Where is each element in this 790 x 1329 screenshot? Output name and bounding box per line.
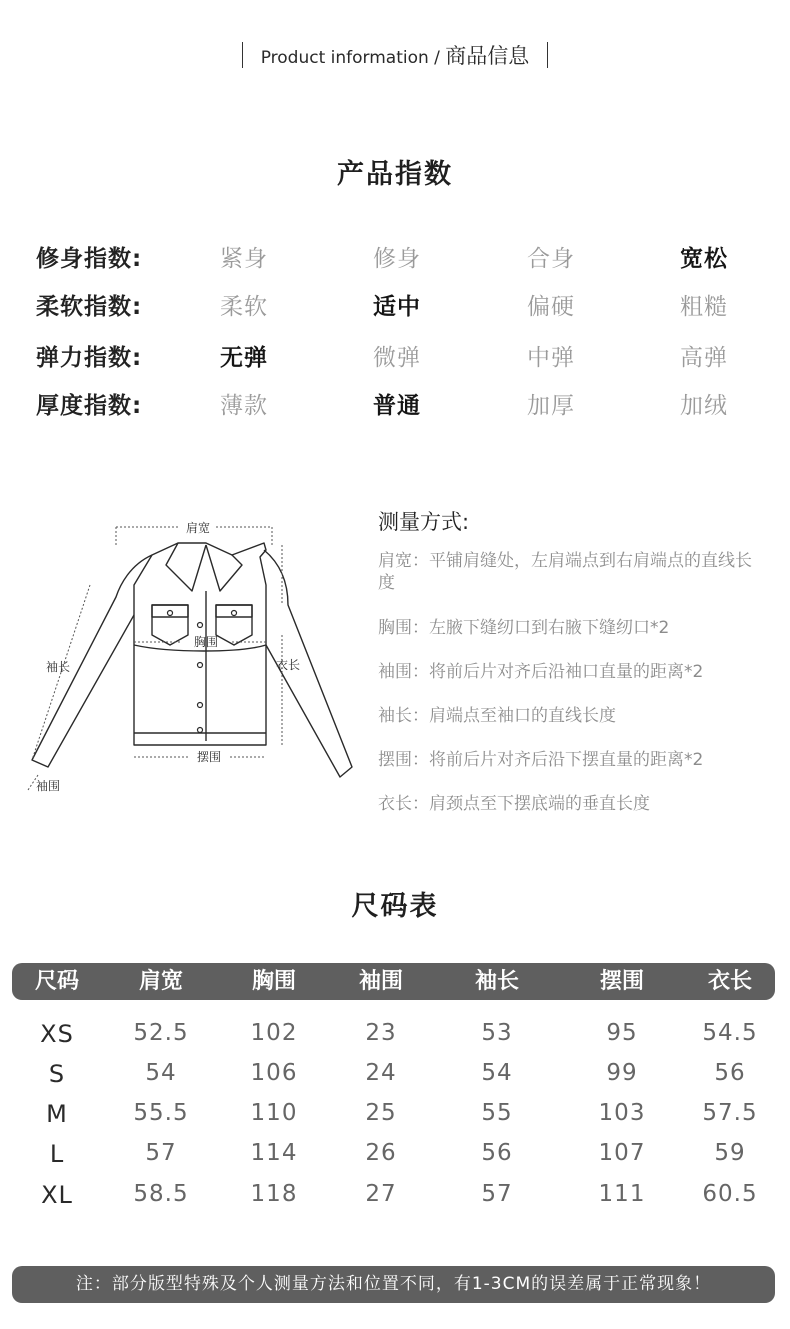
- label-hem: 摆围: [196, 750, 222, 764]
- label-shoulder: 肩宽: [185, 521, 211, 535]
- size-cell: 53: [481, 1020, 513, 1046]
- size-cell-size: M: [46, 1100, 68, 1128]
- index-option-selected: 宽松: [680, 246, 728, 272]
- size-cell: 27: [365, 1181, 397, 1207]
- size-cell: 103: [598, 1100, 646, 1126]
- measure-title: 测量方式:: [378, 510, 470, 534]
- label-chest: 胸围: [193, 635, 219, 649]
- size-cell: 25: [365, 1100, 397, 1126]
- index-option: 合身: [527, 246, 575, 272]
- size-cell: 118: [250, 1181, 298, 1207]
- size-cell: 54: [145, 1060, 177, 1086]
- size-cell-size: S: [48, 1060, 66, 1088]
- size-cell: 26: [365, 1140, 397, 1166]
- index-option: 柔软: [220, 294, 268, 320]
- size-cell-size: L: [49, 1140, 65, 1168]
- index-option: 加厚: [527, 393, 575, 419]
- size-cell: 102: [250, 1020, 298, 1046]
- measure-line: 肩宽：平铺肩缝处，左肩端点到右肩端点的直线长度: [378, 551, 752, 593]
- index-option: 中弹: [527, 345, 575, 371]
- index-title: 产品指数: [337, 159, 453, 190]
- size-cell: 60.5: [702, 1181, 758, 1207]
- index-option: 加绒: [680, 393, 728, 419]
- size-cell: 23: [365, 1020, 397, 1046]
- size-table-header: [12, 963, 775, 1000]
- size-cell: 54.5: [702, 1020, 758, 1046]
- index-option: 微弹: [373, 345, 421, 371]
- measure-line: 袖长：肩端点至袖口的直线长度: [378, 706, 616, 726]
- size-column-header: 袖围: [358, 969, 403, 994]
- label-sleeve-length: 袖长: [45, 660, 71, 674]
- size-column-header: 肩宽: [138, 969, 183, 994]
- size-cell: 95: [606, 1020, 638, 1046]
- size-cell: 110: [250, 1100, 298, 1126]
- size-column-header: 衣长: [707, 969, 752, 994]
- size-cell: 59: [714, 1140, 746, 1166]
- size-column-header: 袖长: [474, 969, 519, 994]
- index-option: 粗糙: [680, 294, 728, 320]
- size-cell: 24: [365, 1060, 397, 1086]
- index-label: 弹力指数:: [36, 345, 143, 371]
- index-row: [36, 288, 756, 336]
- measure-line: 衣长：肩颈点至下摆底端的垂直长度: [378, 794, 650, 814]
- size-cell: 54: [481, 1060, 513, 1086]
- index-label: 修身指数:: [36, 246, 143, 272]
- size-cell: 57: [145, 1140, 177, 1166]
- size-column-header: 胸围: [251, 969, 296, 994]
- index-option: 薄款: [220, 393, 268, 419]
- size-title: 尺码表: [351, 891, 439, 922]
- index-option-selected: 普通: [373, 393, 421, 419]
- index-option: 偏硬: [527, 294, 575, 320]
- label-body-length: 衣长: [275, 658, 301, 672]
- size-cell-size: XS: [40, 1020, 74, 1048]
- jacket-measurement-diagram: [20, 505, 365, 805]
- label-cuff: 袖围: [35, 779, 61, 793]
- size-cell: 55.5: [133, 1100, 189, 1126]
- size-cell: 58.5: [133, 1181, 189, 1207]
- index-option: 紧身: [220, 246, 268, 272]
- size-cell: 107: [598, 1140, 646, 1166]
- index-option-selected: 适中: [373, 294, 421, 320]
- size-column-header: 摆围: [599, 969, 644, 994]
- index-label: 柔软指数:: [36, 294, 143, 320]
- note-bar: 注：部分版型特殊及个人测量方法和位置不同，有1-3CM的误差属于正常现象！: [12, 1266, 775, 1303]
- index-label: 厚度指数:: [36, 393, 143, 419]
- size-cell: 111: [598, 1181, 646, 1207]
- index-option-selected: 无弹: [220, 345, 268, 371]
- size-cell: 52.5: [133, 1020, 189, 1046]
- header-text: [243, 40, 548, 70]
- size-cell: 57: [481, 1181, 513, 1207]
- size-cell-size: XL: [41, 1181, 73, 1209]
- header-divider-right: [547, 42, 548, 68]
- size-cell: 56: [714, 1060, 746, 1086]
- index-row: [36, 339, 756, 387]
- measure-line: 摆围：将前后片对齐后沿下摆直量的距离*2: [378, 750, 704, 770]
- size-column-header: 尺码: [34, 969, 79, 994]
- size-cell: 114: [250, 1140, 298, 1166]
- size-cell: 99: [606, 1060, 638, 1086]
- index-row: [36, 240, 756, 288]
- index-option: 修身: [373, 246, 421, 272]
- index-option: 高弹: [680, 345, 728, 371]
- size-cell: 57.5: [702, 1100, 758, 1126]
- size-cell: 56: [481, 1140, 513, 1166]
- index-row: [36, 387, 756, 435]
- header-cn: 商品信息: [445, 44, 530, 68]
- section-header: [0, 36, 790, 74]
- header-en: Product information /: [260, 48, 446, 68]
- measure-line: 袖围：将前后片对齐后沿袖口直量的距离*2: [378, 662, 704, 682]
- size-cell: 106: [250, 1060, 298, 1086]
- measure-line: 胸围：左腋下缝纫口到右腋下缝纫口*2: [378, 618, 670, 638]
- size-cell: 55: [481, 1100, 513, 1126]
